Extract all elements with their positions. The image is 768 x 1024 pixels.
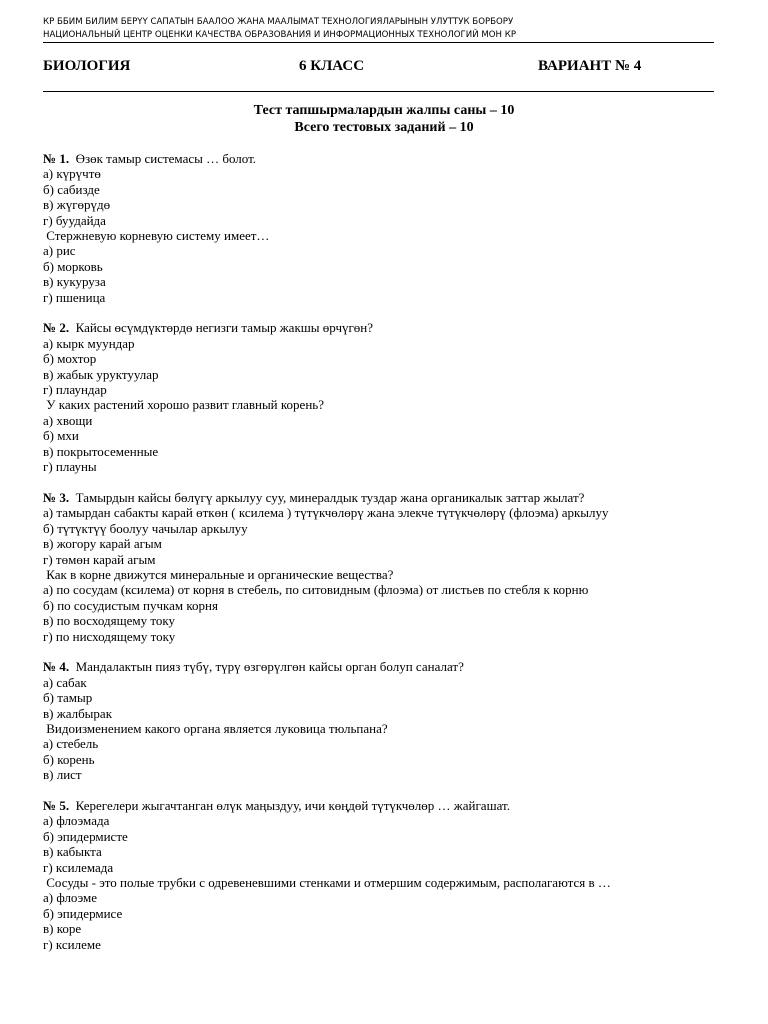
answer-option-russian: г) пшеница — [43, 289, 106, 305]
question-number: № 4. — [43, 659, 70, 675]
answer-option-russian: а) флоэме — [43, 890, 98, 906]
question-text-kyrgyz — [43, 659, 723, 674]
answer-option-russian: в) по восходящему току — [43, 613, 176, 629]
question-text: Өзөк тамыр системасы … болот. — [75, 151, 257, 166]
answer-option-russian: а) хвощи — [43, 412, 93, 428]
answer-option-russian: а) по сосудам (ксилема) от корня в стебель, по ситовидным (флоэма) от листьев по стебля к корню — [43, 582, 589, 598]
subject-title: БИОЛОГИЯ — [43, 58, 131, 74]
answer-option-russian: б) мхи — [43, 428, 79, 444]
question-text: Сосуды - это полые трубки с одревеневшими стенками и отмершим содержимым, располагаются в … — [46, 875, 611, 891]
question-text: Как в корне движутся минеральные и органические вещества? — [46, 566, 394, 582]
header-divider-bottom — [43, 91, 714, 92]
question-text-russian — [43, 721, 723, 736]
answer-option-russian: б) корень — [43, 751, 95, 767]
question-text-russian — [43, 567, 723, 582]
question-text-russian — [43, 397, 723, 412]
answer-option-russian: г) плауны — [43, 459, 97, 475]
question-block — [43, 320, 723, 474]
answer-option-kyrgyz: в) жабык уруктуулар — [43, 366, 159, 382]
answer-option-kyrgyz: б) түтүктүү боолуу чачылар аркылуу — [43, 520, 248, 536]
answer-option-kyrgyz: а) кырк муундар — [43, 335, 135, 351]
answer-option-russian: а) стебель — [43, 736, 99, 752]
answer-option-russian: в) кукуруза — [43, 274, 106, 290]
header-divider-top — [43, 42, 714, 43]
question-text-kyrgyz — [43, 151, 723, 166]
question-text: Тамырдын кайсы бөлүгү аркылуу суу, минералдык туздар жана органикалык заттар жылат? — [75, 489, 585, 505]
organization-header — [43, 16, 723, 42]
question-text-kyrgyz — [43, 490, 723, 505]
question-text: У каких растений хорошо развит главный корень? — [46, 397, 324, 413]
answer-option-russian: г) ксилеме — [43, 936, 101, 952]
question-number: № 5. — [43, 798, 70, 813]
question-text: Видоизменением какого органа является луковица тюльпана? — [46, 720, 388, 736]
answer-option-kyrgyz: г) плаундар — [43, 382, 107, 398]
answer-option-russian: б) морковь — [43, 258, 103, 274]
answer-option-kyrgyz: в) кабыкта — [43, 844, 102, 860]
answer-option-kyrgyz: б) мохтор — [43, 351, 97, 367]
answer-option-kyrgyz: в) жүгөрүдө — [43, 197, 111, 213]
answer-option-kyrgyz: а) флоэмада — [43, 813, 110, 829]
question-number: № 2. — [43, 320, 70, 336]
answer-option-russian: а) рис — [43, 243, 76, 259]
question-block — [43, 659, 723, 782]
question-text-russian — [43, 875, 723, 890]
org-name-russian: НАЦИОНАЛЬНЫЙ ЦЕНТР ОЦЕНКИ КАЧЕСТВА ОБРАЗОВАНИЯ И ИНФОРМАЦИОННЫХ ТЕХНОЛОГИЙ МОН КР — [43, 30, 517, 40]
question-block — [43, 151, 723, 305]
answer-option-kyrgyz: г) төмөн карай агым — [43, 551, 156, 567]
question-text: Кайсы өсүмдүктөрдө негизги тамыр жакшы өрчүгөн? — [75, 320, 374, 336]
question-text: Мандалактын пияз түбү, түрү өзгөрүлгөн кайсы орган болуп саналат? — [75, 659, 464, 675]
question-number: № 3. — [43, 489, 70, 505]
grade-title: 6 КЛАСС — [299, 58, 365, 74]
total-tasks-russian: Всего тестовых заданий – 10 — [294, 120, 474, 135]
answer-option-russian: б) эпидермисе — [43, 905, 123, 921]
answer-option-kyrgyz: а) күрүчтө — [43, 166, 101, 182]
question-number: № 1. — [43, 151, 70, 166]
answer-option-kyrgyz: в) жогору карай агым — [43, 536, 162, 552]
question-text-russian — [43, 228, 723, 243]
answer-option-kyrgyz: б) сабизде — [43, 181, 100, 197]
answer-option-russian: в) лист — [43, 767, 82, 783]
answer-option-kyrgyz: г) ксилемада — [43, 859, 114, 875]
answer-option-kyrgyz: а) сабак — [43, 674, 87, 690]
question-text: Керегелери жыгачтанган өлүк маңыздуу, ичи көңдөй түтүкчөлөр … жайгашат. — [75, 798, 510, 813]
answer-option-russian: в) покрытосеменные — [43, 443, 159, 459]
variant-title: ВАРИАНТ № 4 — [538, 58, 642, 74]
org-name-kyrgyz: КР ББИМ БИЛИМ БЕРҮҮ САПАТЫН БААЛОО ЖАНА МААЛЫМАТ ТЕХНОЛОГИЯЛАРЫНЫН УЛУТТУК БОРБОРУ — [43, 17, 514, 27]
answer-option-kyrgyz: б) эпидермисте — [43, 828, 128, 844]
question-list — [43, 151, 723, 967]
question-text-kyrgyz — [43, 798, 723, 813]
answer-option-kyrgyz: а) тамырдан сабакты карай өткөн ( ксилема ) түтүкчөлөрү жана элекче түтүкчөлөрү (флоэма) аркылуу — [43, 505, 609, 521]
answer-option-kyrgyz: б) тамыр — [43, 690, 93, 706]
question-block — [43, 490, 723, 644]
answer-option-kyrgyz: в) жалбырак — [43, 705, 113, 721]
answer-option-kyrgyz: г) буудайда — [43, 212, 106, 228]
answer-option-russian: б) по сосудистым пучкам корня — [43, 597, 218, 613]
answer-option-russian: в) коре — [43, 921, 82, 937]
question-block — [43, 798, 723, 952]
total-tasks-kyrgyz: Тест тапшырмалардын жалпы саны – 10 — [253, 103, 515, 118]
answer-option-russian: г) по нисходящему току — [43, 628, 176, 644]
question-text-kyrgyz — [43, 320, 723, 335]
question-text: Стержневую корневую систему имеет… — [46, 228, 270, 244]
